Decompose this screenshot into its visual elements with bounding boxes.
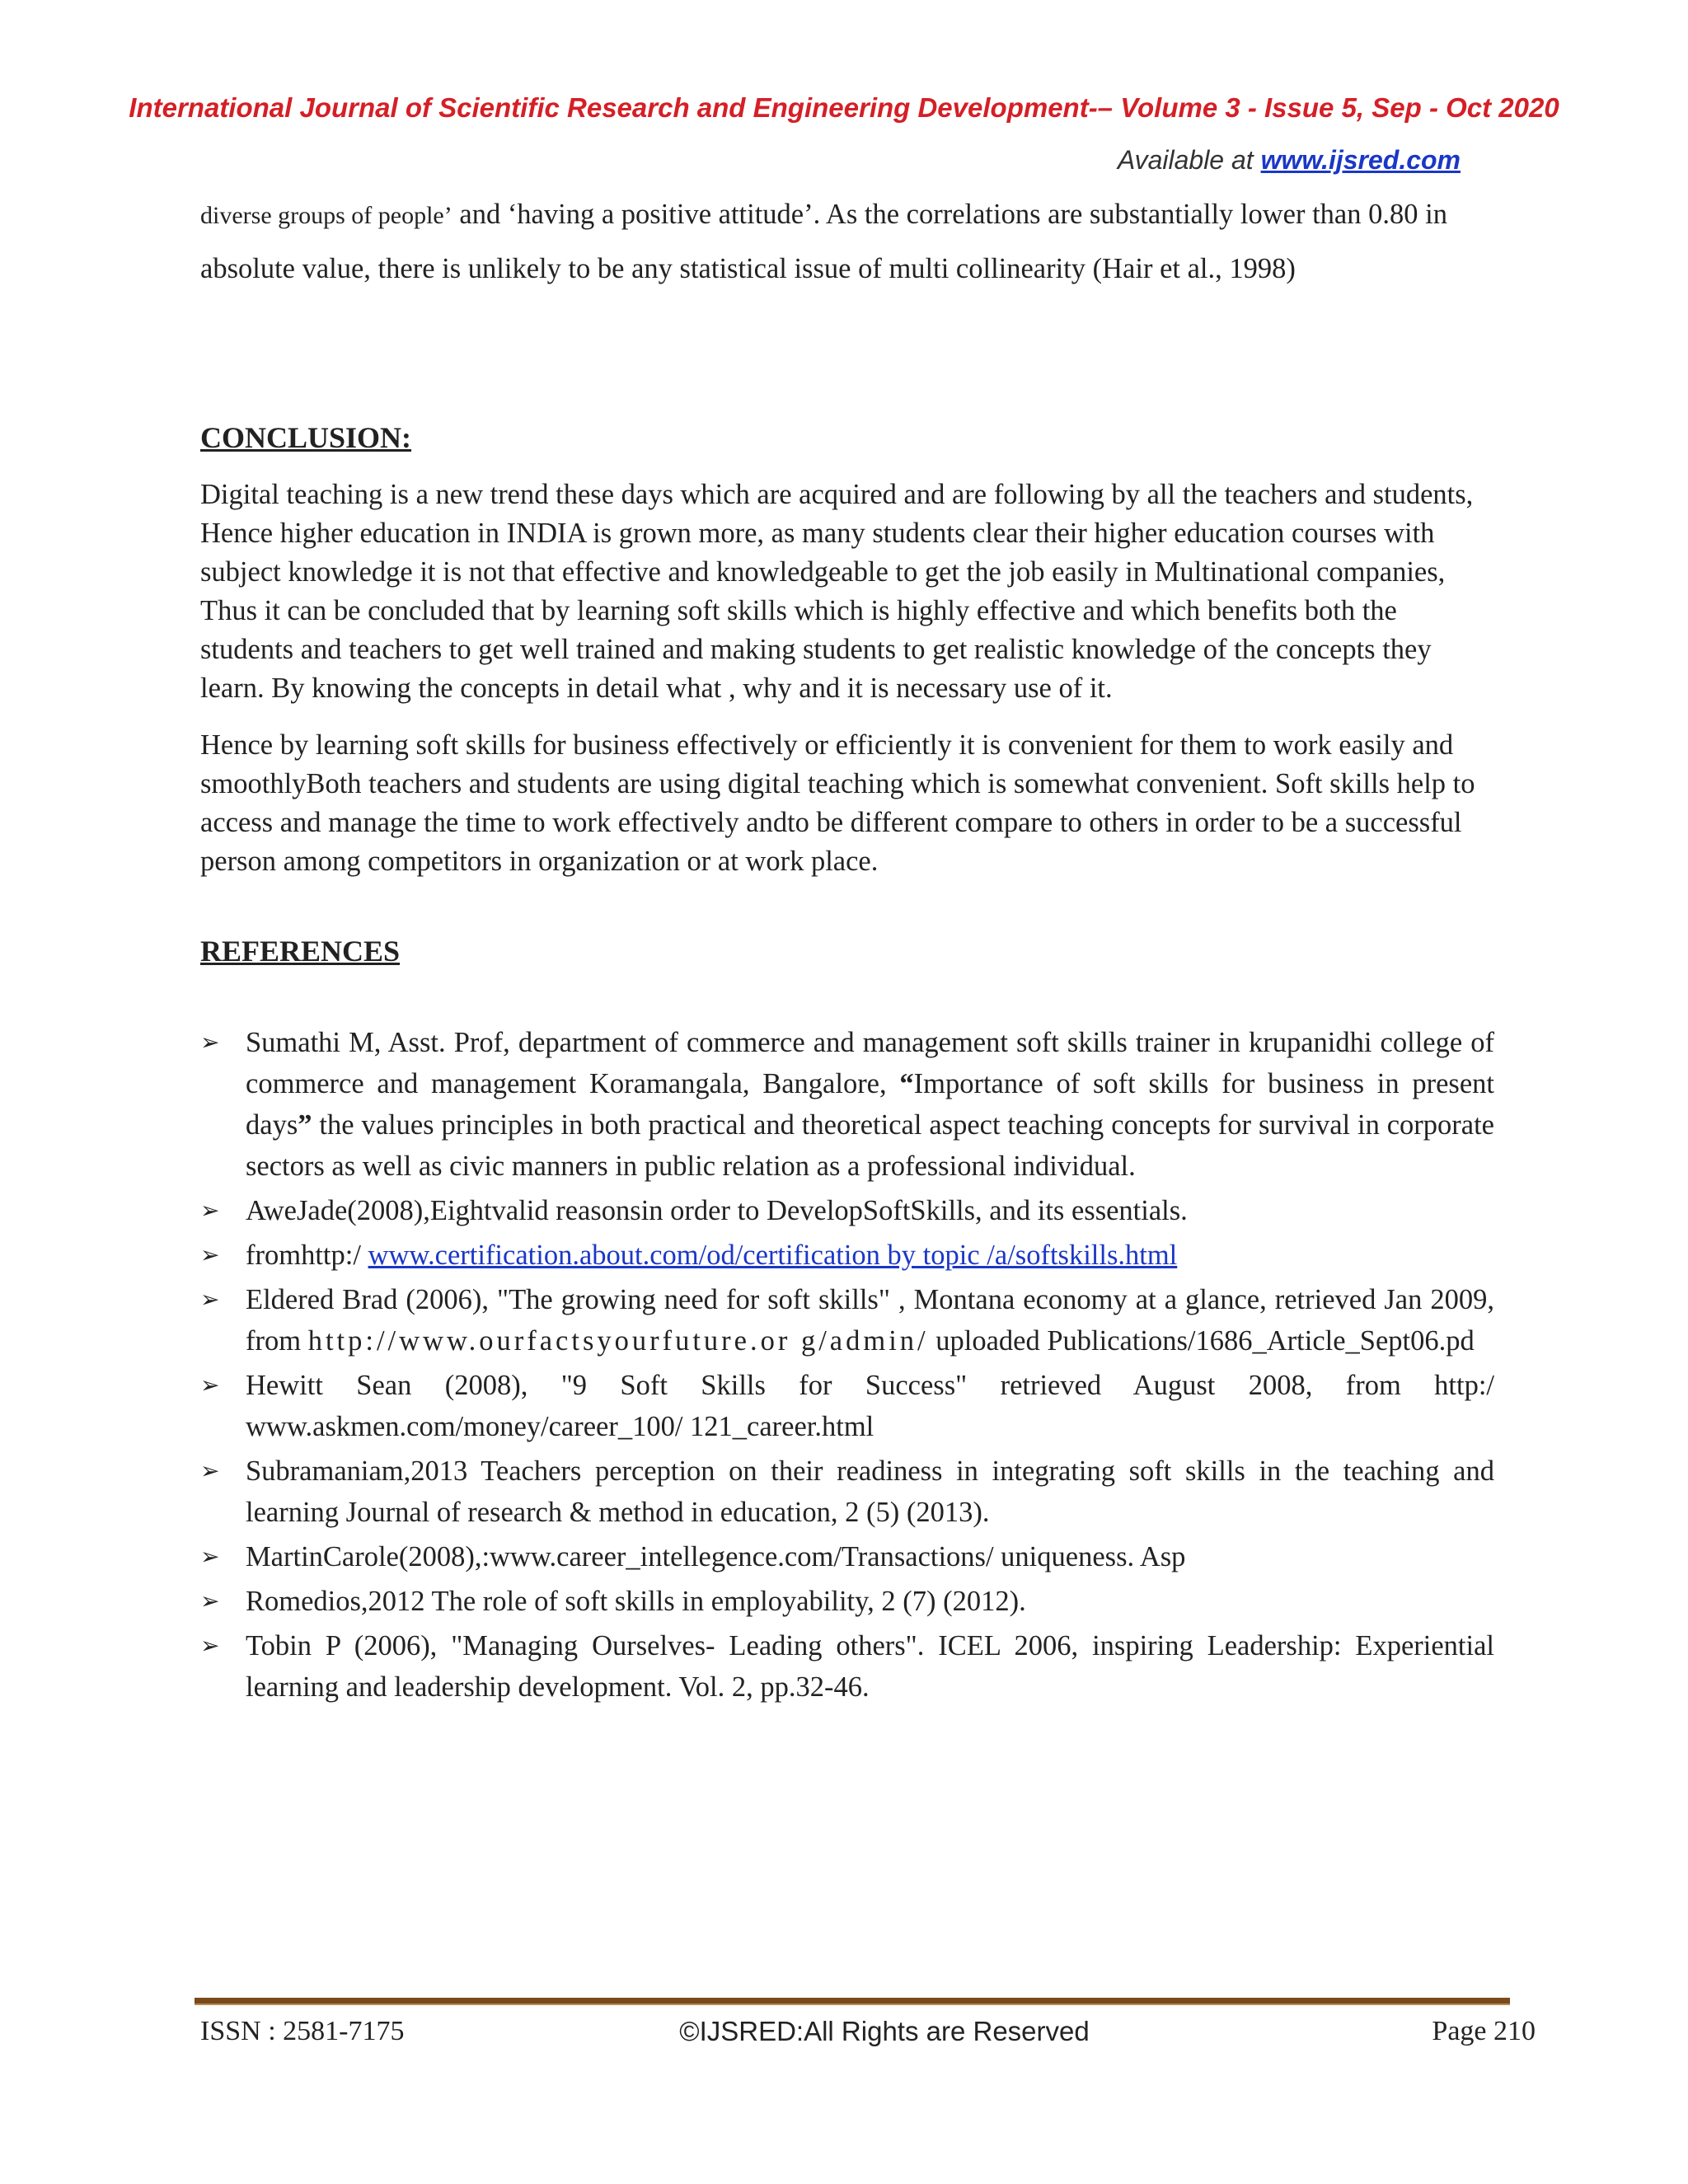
reference-text: the values principles in both practical and theoretical aspect teaching concepts for survival in corporate sectors as well as civic manners in public relation as a professional individual. [246, 1109, 1494, 1182]
reference-text: Romedios,2012 The role of soft skills in employability, 2 (7) (2012). [246, 1586, 1026, 1617]
continuation-lead: diverse groups of people’ [200, 202, 452, 229]
footer-issn: ISSN : 2581-7175 [200, 2016, 405, 2046]
availability-line [1118, 145, 1461, 176]
page-footer [200, 2016, 1536, 2057]
arrow-bullet-icon: ➢ [200, 1587, 220, 1615]
reference-text: Sumathi M, Asst. Prof, department of commerce and management soft skills trainer in krupanidhi college of commerce and management Koramangala, Bangalore, [246, 1027, 1494, 1099]
arrow-bullet-icon: ➢ [200, 1241, 220, 1268]
reference-url-text: http://www.ourfactsyourfuture.or g/admin/ [307, 1325, 929, 1357]
arrow-bullet-icon: ➢ [200, 1197, 220, 1224]
continuation-paragraph [200, 188, 1494, 295]
reference-text: Subramaniam,2013 Teachers perception on their readiness in integrating soft skills in the teaching and learning Journal of research & method in education, 2 (5) (2013). [246, 1455, 1494, 1528]
page-content [200, 194, 1494, 1711]
reference-item [200, 1022, 1494, 1187]
reference-item [200, 1365, 1494, 1447]
reference-list [200, 1022, 1494, 1708]
reference-text: Hewitt Sean (2008), "9 Soft Skills for Success" retrieved August 2008, from http:/ www.askmen.com/money/career_100/ 121_career.html [246, 1370, 1494, 1442]
arrow-bullet-icon: ➢ [200, 1029, 220, 1056]
reference-item [200, 1625, 1494, 1708]
reference-text: fromhttp:/ [246, 1240, 368, 1271]
reference-text: Eldered Brad (2006), "The growing need for soft skills" , Montana economy at a glance, retrieved Jan 2009, from [246, 1284, 1494, 1357]
reference-item [200, 1190, 1494, 1231]
reference-text: Tobin P (2006), "Managing Ourselves- Leading others". ICEL 2006, inspiring Leadership: Experiential learning and leadership development. Vol. 2, pp.32-46. [246, 1630, 1494, 1703]
reference-link[interactable]: www.certification.about.com/od/certification by topic /a/softskills.html [368, 1240, 1178, 1271]
reference-item [200, 1451, 1494, 1533]
reference-text: uploaded Publications/1686_Article_Sept06.pd [928, 1325, 1475, 1357]
conclusion-paragraph-1: Digital teaching is a new trend these days which are acquired and are following by all the teachers and students, Hence higher education in INDIA is grown more, as many students clear their higher education courses with subject knowledge it is not that effective and knowledgeable to get the job easily in Multinational companies, Thus it can be concluded that by learning soft skills which is highly effective and which benefits both the students and teachers to get well trained and making students to get realistic knowledge of the concepts they learn. By knowing the concepts in detail what , why and it is necessary use of it. [200, 479, 1474, 704]
close-quote: ” [298, 1109, 312, 1141]
arrow-bullet-icon: ➢ [200, 1632, 220, 1659]
arrow-bullet-icon: ➢ [200, 1371, 220, 1399]
reference-item [200, 1235, 1494, 1276]
arrow-bullet-icon: ➢ [200, 1543, 220, 1570]
reference-text: AweJade(2008),Eightvalid reasonsin order to DevelopSoftSkills, and its essentials. [246, 1195, 1188, 1226]
continuation-text: and ‘having a positive attitude’. As the correlations are substantially lower than 0.80 in absolute value, there is unlikely to be any statistical issue of multi collinearity (Hair et al., 1998) [200, 199, 1447, 284]
reference-item [200, 1279, 1494, 1361]
reference-text: MartinCarole(2008),:www.career_intellegence.com/Transactions/ uniqueness. Asp [246, 1541, 1186, 1572]
references-heading: REFERENCES [200, 935, 401, 968]
reference-item [200, 1581, 1494, 1622]
arrow-bullet-icon: ➢ [200, 1286, 220, 1313]
conclusion-heading: CONCLUSION: [200, 421, 412, 454]
journal-website-link[interactable]: www.ijsred.com [1260, 145, 1461, 175]
reference-item [200, 1536, 1494, 1577]
available-prefix: Available at [1117, 145, 1261, 175]
open-quote: “ [899, 1068, 914, 1099]
footer-rights: ©IJSRED:All Rights are Reserved [679, 2016, 1090, 2046]
journal-header: International Journal of Scientific Research and Engineering Development-– Volume 3 - Issue 5, Sep - Oct 2020 [129, 92, 1559, 123]
conclusion-paragraph-2: Hence by learning soft skills for business effectively or efficiently it is convenient for them to work easily and smoothlyBoth teachers and students are using digital teaching which is somewhat convenient. Soft skills help to access and manage the time to work effectively andto be different compare to others in order to be a successful person among competitors in organization or at work place. [200, 729, 1475, 877]
arrow-bullet-icon: ➢ [200, 1457, 220, 1484]
footer-page-number: Page 210 [1432, 2016, 1536, 2046]
reference-title: Importance of soft skills for business in present days [246, 1068, 1495, 1141]
footer-divider [195, 1998, 1510, 2005]
